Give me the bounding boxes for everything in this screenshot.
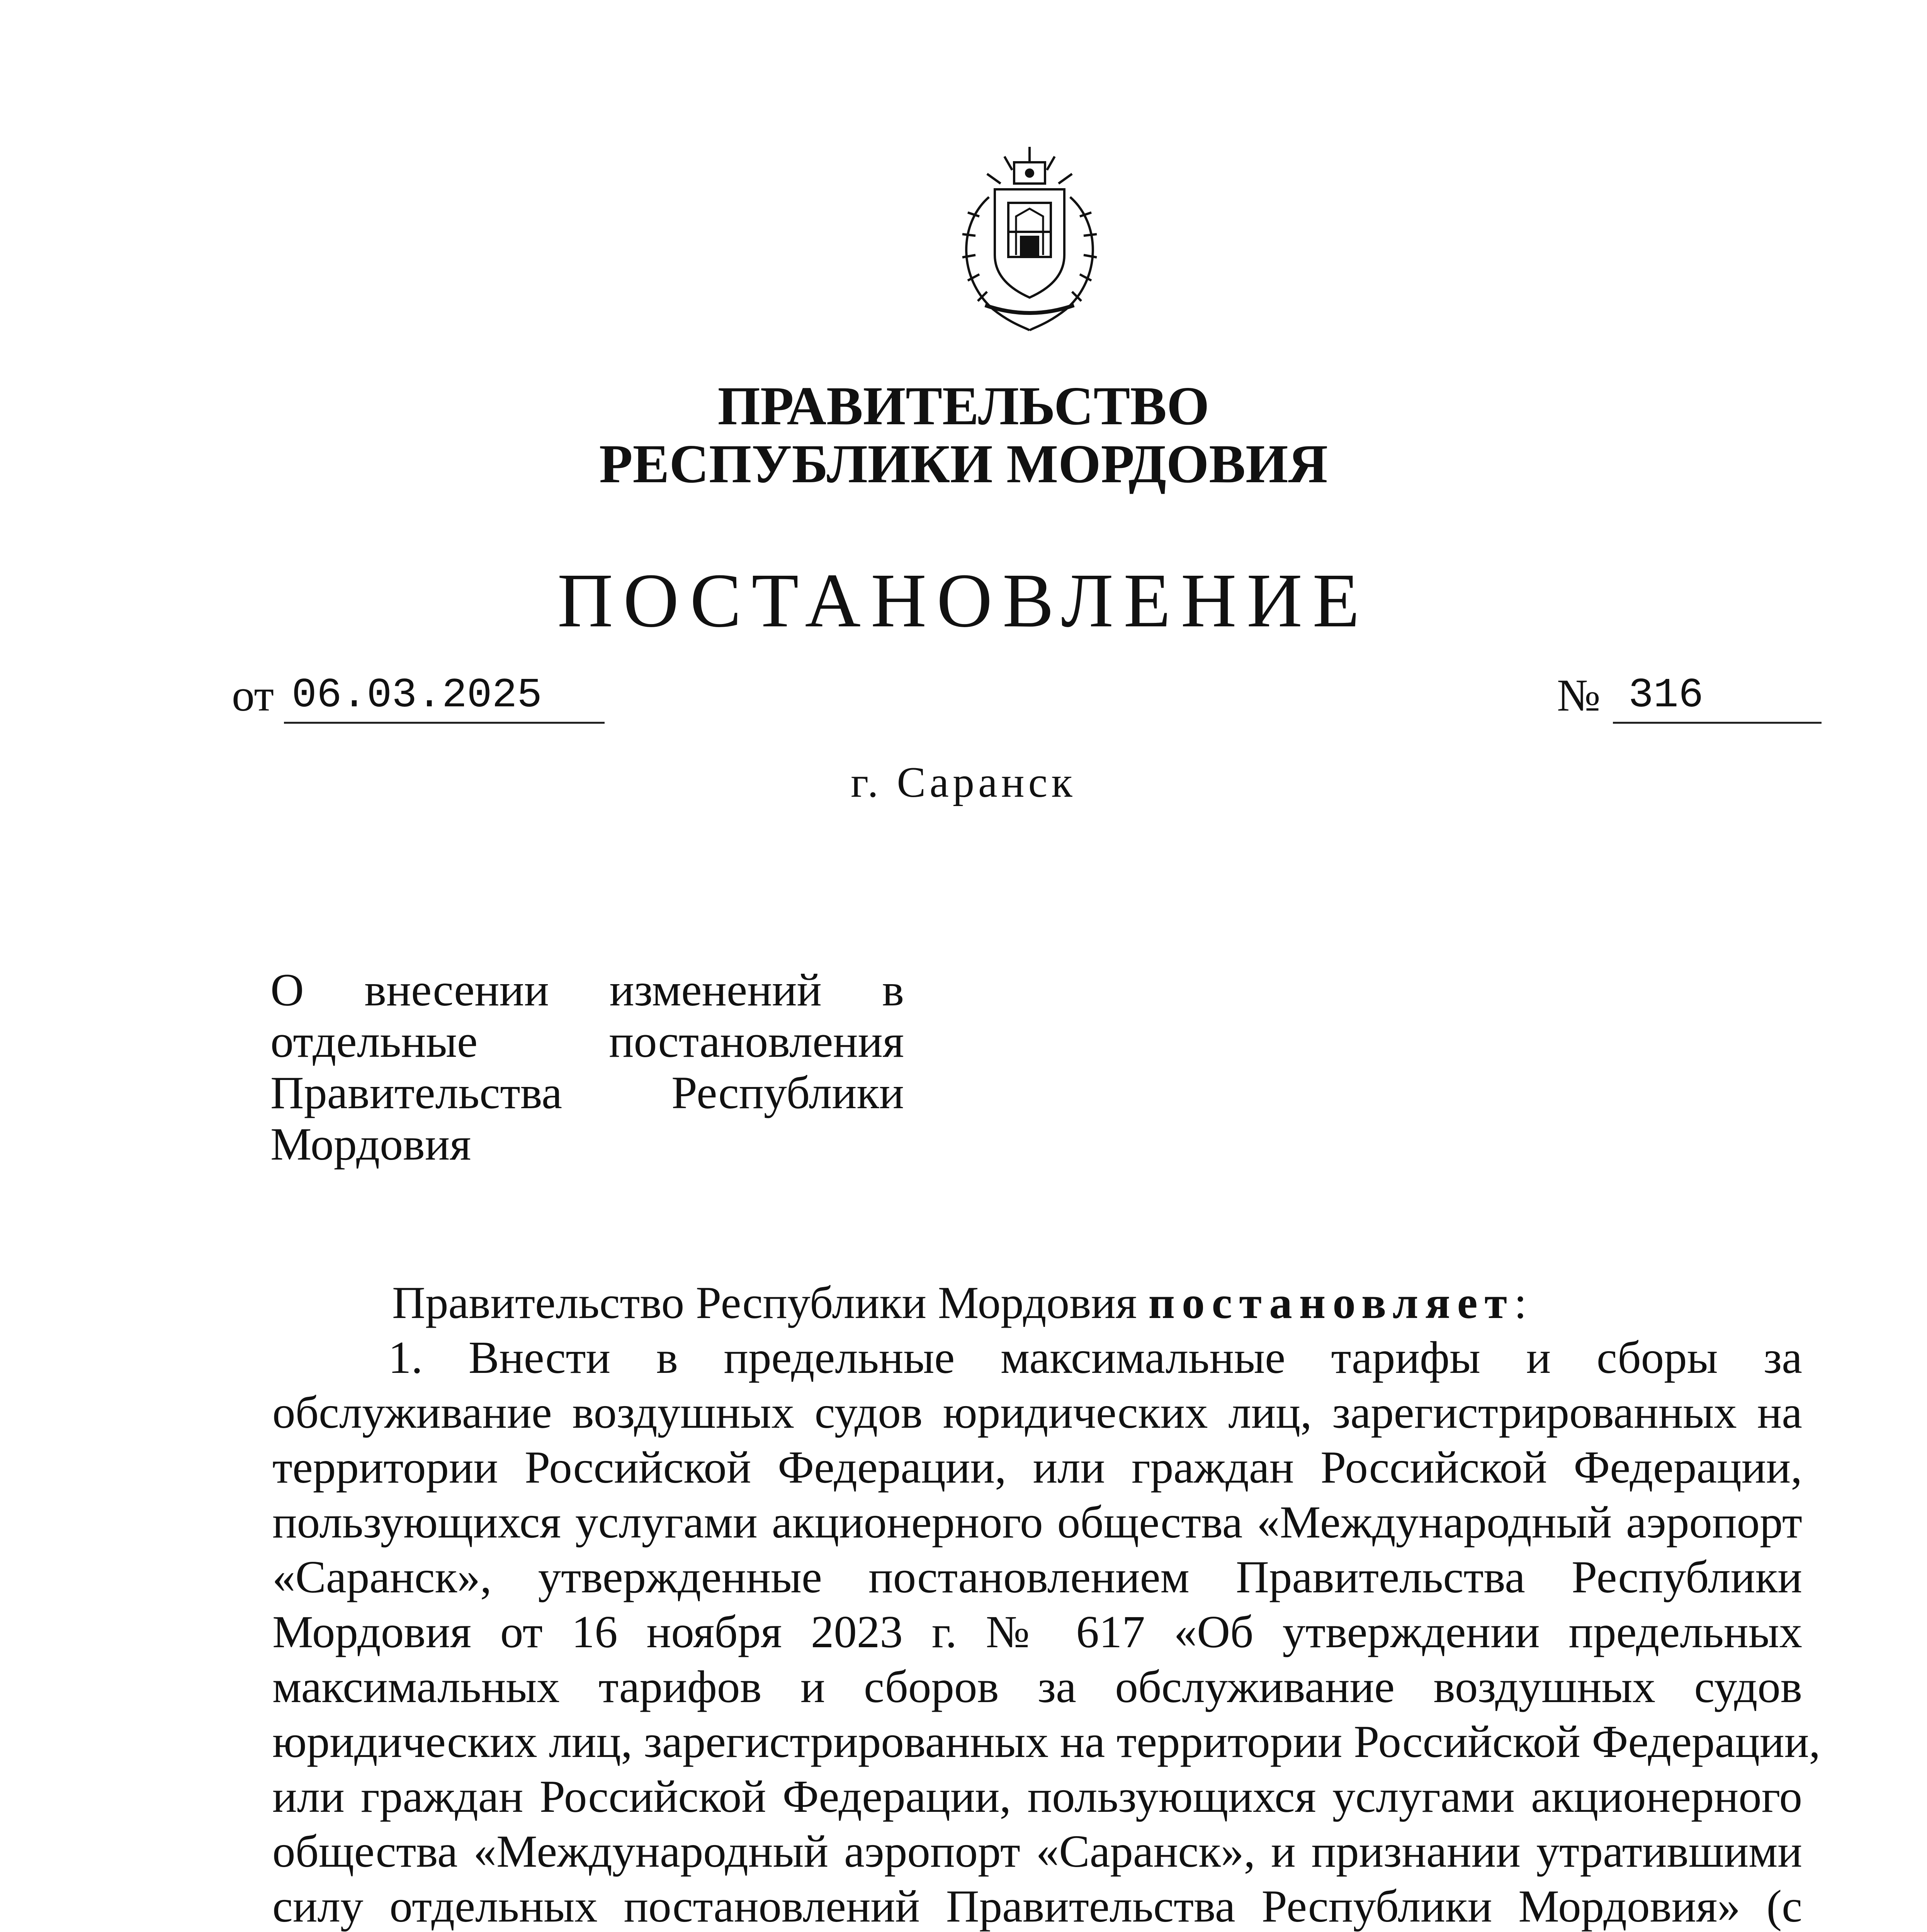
- subject-line: Правительства Республики: [270, 1067, 904, 1118]
- coat-of-arms-icon: [943, 139, 1116, 336]
- date-prefix: от: [232, 670, 274, 721]
- subject-line: О внесении изменений в: [270, 964, 904, 1015]
- preamble-keyword: постановляет: [1148, 1277, 1514, 1328]
- date-underline: [284, 722, 605, 724]
- document-body: [272, 1275, 1821, 1932]
- government-name-line1: ПРАВИТЕЛЬСТВО: [717, 375, 1210, 436]
- number-underline: [1613, 722, 1822, 724]
- body-line: силу отдельных постановлений Правительства Республики Мордовия» (с: [272, 1881, 1802, 1932]
- document-type: ПОСТАНОВЛЕНИЕ: [557, 558, 1370, 643]
- subject-line: отдельные постановления: [270, 1015, 904, 1067]
- body-line: Мордовия от 16 ноября 2023 г. № 617 «Об утверждении предельных: [272, 1606, 1802, 1657]
- body-line: пользующихся услугами акционерного общества «Международный аэропорт: [272, 1497, 1802, 1548]
- preamble-colon: :: [1514, 1277, 1527, 1328]
- document-date: 06.03.2025: [292, 672, 542, 719]
- body-line: юридических лиц, зарегистрированных на территории Российской Федерации,: [272, 1716, 1821, 1767]
- body-line: территории Российской Федерации, или граждан Российской Федерации,: [272, 1442, 1802, 1493]
- preamble-text: Правительство Республики Мордовия: [392, 1277, 1149, 1328]
- preamble: [272, 1275, 1802, 1330]
- city: г. Саранск: [851, 759, 1076, 806]
- document-number: 316: [1628, 672, 1704, 719]
- subject-line: Мордовия: [270, 1118, 471, 1170]
- body-line: «Саранск», утвержденные постановлением Правительства Республики: [272, 1551, 1802, 1602]
- body-line: обслуживание воздушных судов юридических лиц, зарегистрированных на: [272, 1387, 1802, 1438]
- body-line: или граждан Российской Федерации, пользующихся услугами акционерного: [272, 1771, 1802, 1822]
- government-name-line2: РЕСПУБЛИКИ МОРДОВИЯ: [599, 433, 1328, 494]
- body-line: общества «Международный аэропорт «Саранск», и признании утратившими: [272, 1826, 1802, 1877]
- body-line: 1. Внести в предельные максимальные тарифы и сборы за: [388, 1332, 1802, 1383]
- body-line: максимальных тарифов и сборов за обслуживание воздушных судов: [272, 1661, 1802, 1712]
- document-subject: [270, 964, 904, 1170]
- number-prefix: №: [1557, 670, 1601, 721]
